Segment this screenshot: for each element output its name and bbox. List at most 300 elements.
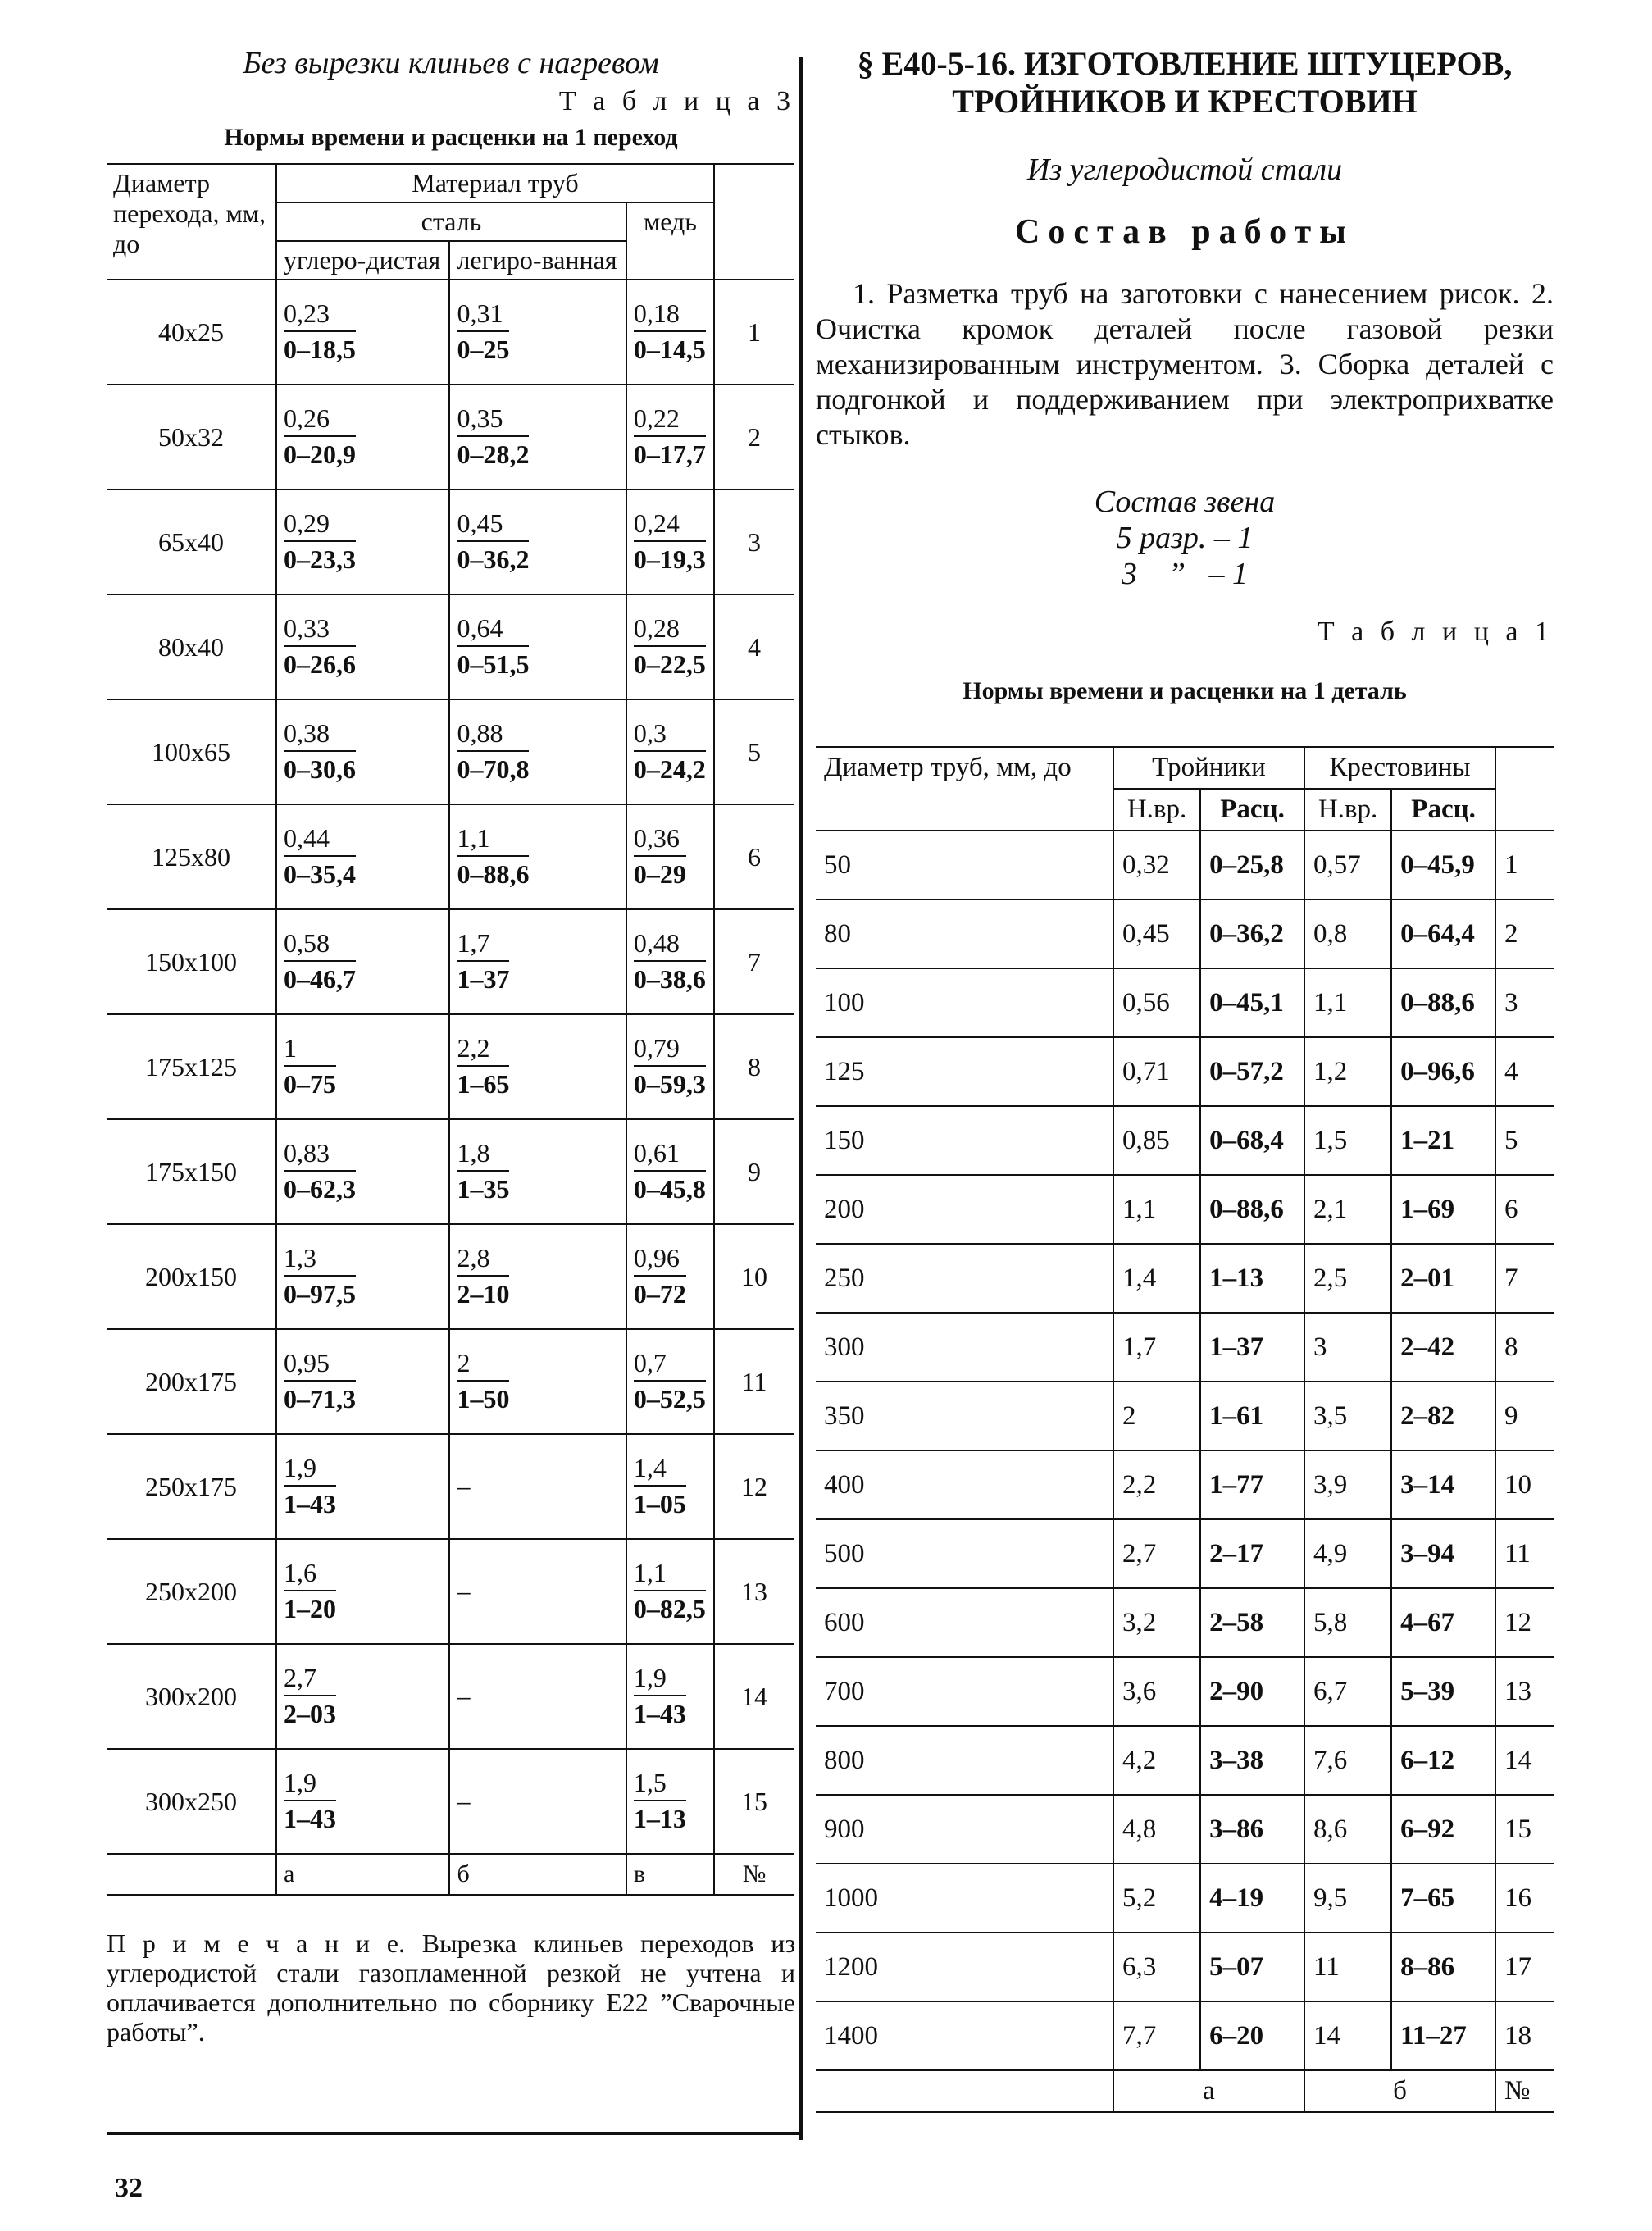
left-table-label: Т а б л и ц а 3 bbox=[558, 86, 795, 116]
cell-diameter: 80 bbox=[816, 899, 1113, 968]
cell-carbon bbox=[276, 1644, 449, 1749]
norm-time: 0,95 bbox=[284, 1349, 356, 1382]
cell-carbon bbox=[276, 1434, 449, 1539]
norm-time: 0,58 bbox=[284, 929, 356, 962]
norm-time: 1,4 bbox=[634, 1454, 686, 1487]
cell-copper bbox=[626, 804, 714, 909]
cell-alloy bbox=[449, 594, 626, 699]
fraction bbox=[284, 299, 356, 363]
cell-diameter: 300x200 bbox=[107, 1644, 276, 1749]
cell-tees-nvr: 2 bbox=[1113, 1382, 1200, 1450]
rate: 1–35 bbox=[457, 1174, 510, 1204]
rate: 0–46,7 bbox=[284, 964, 356, 994]
cell-number: 10 bbox=[714, 1224, 794, 1329]
header-num-blank bbox=[714, 164, 794, 280]
cell-copper bbox=[626, 489, 714, 594]
fraction bbox=[284, 824, 356, 888]
cell-crosses-nvr: 8,6 bbox=[1304, 1795, 1391, 1864]
cell-number: 1 bbox=[714, 280, 794, 385]
material-subtitle: Из углеродистой стали bbox=[1026, 153, 1343, 187]
rate: 1–43 bbox=[284, 1489, 336, 1518]
cell-tees-nvr: 0,56 bbox=[1113, 968, 1200, 1037]
cell-diameter: 50x32 bbox=[107, 385, 276, 489]
rate: 0–20,9 bbox=[284, 439, 356, 469]
norm-time: 1,6 bbox=[284, 1559, 336, 1591]
cell-tees-rasc: 1–77 bbox=[1200, 1450, 1304, 1519]
cell-number: 9 bbox=[1495, 1382, 1554, 1450]
fraction bbox=[634, 509, 706, 573]
cell-tees-nvr: 0,71 bbox=[1113, 1037, 1200, 1106]
fraction bbox=[634, 1769, 686, 1833]
cell-tees-nvr: 7,7 bbox=[1113, 2001, 1200, 2070]
fraction bbox=[284, 509, 356, 573]
cell-carbon bbox=[276, 804, 449, 909]
table-row bbox=[107, 1224, 794, 1329]
cell-crosses-rasc: 0–45,9 bbox=[1391, 831, 1495, 899]
cell-tees-nvr: 4,8 bbox=[1113, 1795, 1200, 1864]
fraction bbox=[634, 404, 706, 468]
rate: 0–14,5 bbox=[633, 335, 706, 364]
note-label: П р и м е ч а н и е. bbox=[107, 1928, 405, 1958]
cell-number: 5 bbox=[1495, 1106, 1554, 1175]
norm-time: 0,35 bbox=[457, 404, 529, 437]
header-diameter: Диаметр перехода, мм, до bbox=[107, 164, 276, 280]
cell-diameter: 1400 bbox=[816, 2001, 1113, 2070]
fraction bbox=[284, 1034, 336, 1098]
cell-tees-rasc: 2–17 bbox=[1200, 1519, 1304, 1588]
table-3 bbox=[107, 163, 794, 1896]
norm-time: 0,44 bbox=[284, 824, 356, 857]
cell-crosses-rasc: 2–42 bbox=[1391, 1313, 1495, 1382]
fraction bbox=[634, 1454, 686, 1518]
fraction bbox=[634, 1349, 706, 1413]
cell-number: 17 bbox=[1495, 1933, 1554, 2001]
cell-crosses-nvr: 2,1 bbox=[1304, 1175, 1391, 1244]
fraction bbox=[457, 1244, 509, 1308]
footer-n: № bbox=[714, 1854, 794, 1895]
fraction bbox=[457, 1139, 509, 1203]
norm-time: 0,26 bbox=[284, 404, 356, 437]
header-num-blank-right bbox=[1495, 747, 1554, 831]
rate: 0–28,2 bbox=[457, 439, 530, 469]
table-row bbox=[107, 1749, 794, 1854]
fraction bbox=[634, 1034, 706, 1098]
table-row bbox=[107, 699, 794, 804]
cell-crosses-rasc: 4–67 bbox=[1391, 1588, 1495, 1657]
norm-time: 0,24 bbox=[634, 509, 706, 542]
cell-crosses-nvr: 1,5 bbox=[1304, 1106, 1391, 1175]
cell-number: 11 bbox=[714, 1329, 794, 1434]
cell-number: 12 bbox=[714, 1434, 794, 1539]
rate: 0–26,6 bbox=[284, 649, 356, 679]
cell-alloy bbox=[449, 909, 626, 1014]
cell-diameter: 500 bbox=[816, 1519, 1113, 1588]
norm-time: 2,7 bbox=[284, 1664, 336, 1696]
cell-copper bbox=[626, 909, 714, 1014]
rate: 2–03 bbox=[284, 1699, 336, 1728]
cell-tees-nvr: 3,2 bbox=[1113, 1588, 1200, 1657]
cell-carbon bbox=[276, 1329, 449, 1434]
table-row bbox=[107, 1644, 794, 1749]
cell-tees-nvr: 3,6 bbox=[1113, 1657, 1200, 1726]
norm-time: 0,96 bbox=[634, 1244, 686, 1277]
table-row bbox=[107, 489, 794, 594]
cell-crosses-rasc: 2–01 bbox=[1391, 1244, 1495, 1313]
rate: 2–10 bbox=[457, 1279, 510, 1309]
crew-block bbox=[816, 484, 1554, 592]
cell-number: 7 bbox=[1495, 1244, 1554, 1313]
cell-copper bbox=[626, 1644, 714, 1749]
cell-diameter: 700 bbox=[816, 1657, 1113, 1726]
right-table-label: Т а б л и ц а 1 bbox=[1317, 617, 1554, 647]
crew-title: Состав звена bbox=[1094, 485, 1276, 519]
cell-tees-nvr: 0,32 bbox=[1113, 831, 1200, 899]
cell-crosses-nvr: 2,5 bbox=[1304, 1244, 1391, 1313]
table-row bbox=[816, 1175, 1554, 1244]
cell-number: 1 bbox=[1495, 831, 1554, 899]
norm-time: – bbox=[457, 1785, 471, 1815]
table-row bbox=[816, 1106, 1554, 1175]
cell-diameter: 300 bbox=[816, 1313, 1113, 1382]
cell-number: 2 bbox=[714, 385, 794, 489]
cell-crosses-rasc: 3–94 bbox=[1391, 1519, 1495, 1588]
fraction bbox=[634, 929, 706, 993]
table-row bbox=[107, 1539, 794, 1644]
header-material: Материал труб bbox=[276, 164, 714, 203]
cell-number: 8 bbox=[714, 1014, 794, 1119]
fraction bbox=[284, 929, 356, 993]
cell-carbon bbox=[276, 489, 449, 594]
cell-diameter: 1000 bbox=[816, 1864, 1113, 1933]
fraction bbox=[284, 1559, 336, 1623]
norm-time: 1,9 bbox=[634, 1664, 686, 1696]
cell-number: 12 bbox=[1495, 1588, 1554, 1657]
cell-crosses-nvr: 5,8 bbox=[1304, 1588, 1391, 1657]
cell-tees-nvr: 6,3 bbox=[1113, 1933, 1200, 2001]
cell-tees-rasc: 0–57,2 bbox=[1200, 1037, 1304, 1106]
cell-number: 13 bbox=[714, 1539, 794, 1644]
cell-diameter: 150x100 bbox=[107, 909, 276, 1014]
table-row bbox=[816, 1519, 1554, 1588]
norm-time: 0,23 bbox=[284, 299, 356, 332]
cell-copper bbox=[626, 385, 714, 489]
table-row bbox=[107, 1014, 794, 1119]
cell-alloy bbox=[449, 804, 626, 909]
table-row bbox=[816, 1450, 1554, 1519]
norm-time: 0,28 bbox=[634, 614, 706, 647]
rate: 1–50 bbox=[457, 1384, 510, 1414]
cell-tees-rasc: 3–86 bbox=[1200, 1795, 1304, 1864]
table-row bbox=[107, 385, 794, 489]
cell-tees-rasc: 1–61 bbox=[1200, 1382, 1304, 1450]
cell-crosses-nvr: 3,5 bbox=[1304, 1382, 1391, 1450]
cell-diameter: 125x80 bbox=[107, 804, 276, 909]
cell-crosses-rasc: 11–27 bbox=[1391, 2001, 1495, 2070]
rate: 0–23,3 bbox=[284, 544, 356, 574]
rate: 0–59,3 bbox=[633, 1069, 706, 1099]
t1-footer-n: № bbox=[1495, 2070, 1554, 2112]
fraction bbox=[457, 1577, 470, 1608]
table-row bbox=[816, 968, 1554, 1037]
left-table-caption: Нормы времени и расценки на 1 переход bbox=[224, 124, 678, 151]
cell-alloy bbox=[449, 699, 626, 804]
cell-tees-nvr: 2,7 bbox=[1113, 1519, 1200, 1588]
header-steel: сталь bbox=[276, 203, 626, 241]
norm-time: 1,1 bbox=[457, 824, 529, 857]
rate: 1–65 bbox=[457, 1069, 510, 1099]
cell-alloy bbox=[449, 489, 626, 594]
rate: 0–97,5 bbox=[284, 1279, 356, 1309]
cell-crosses-rasc: 6–12 bbox=[1391, 1726, 1495, 1795]
fraction bbox=[457, 1472, 470, 1503]
header-crosses-rasc: Расц. bbox=[1391, 789, 1495, 831]
cell-crosses-nvr: 4,9 bbox=[1304, 1519, 1391, 1588]
table-1 bbox=[816, 746, 1554, 2113]
table-row bbox=[107, 909, 794, 1014]
cell-crosses-rasc: 1–21 bbox=[1391, 1106, 1495, 1175]
norm-time: 1,3 bbox=[284, 1244, 356, 1277]
rate: 0–30,6 bbox=[284, 754, 356, 784]
fraction bbox=[457, 1034, 509, 1098]
cell-crosses-rasc: 2–82 bbox=[1391, 1382, 1495, 1450]
cell-copper bbox=[626, 594, 714, 699]
cell-diameter: 300x250 bbox=[107, 1749, 276, 1854]
cell-tees-rasc: 5–07 bbox=[1200, 1933, 1304, 2001]
cell-number: 16 bbox=[1495, 1864, 1554, 1933]
norm-time: 0,18 bbox=[634, 299, 706, 332]
fraction bbox=[634, 299, 706, 363]
cell-crosses-nvr: 3 bbox=[1304, 1313, 1391, 1382]
rate: 0–52,5 bbox=[633, 1384, 706, 1414]
header-copper: медь bbox=[626, 203, 714, 280]
cell-diameter: 175x150 bbox=[107, 1119, 276, 1224]
cell-number: 15 bbox=[1495, 1795, 1554, 1864]
table-row bbox=[107, 1434, 794, 1539]
table-row bbox=[816, 1795, 1554, 1864]
rate: 0–38,6 bbox=[633, 964, 706, 994]
cell-alloy bbox=[449, 1224, 626, 1329]
header-alloy: легиро-ванная bbox=[449, 241, 626, 280]
work-title: Состав работы bbox=[1015, 213, 1354, 251]
cell-tees-nvr: 1,7 bbox=[1113, 1313, 1200, 1382]
cell-copper bbox=[626, 1329, 714, 1434]
rate: 0–17,7 bbox=[633, 439, 706, 469]
norm-time: 2 bbox=[457, 1349, 509, 1382]
cell-tees-rasc: 2–58 bbox=[1200, 1588, 1304, 1657]
fraction bbox=[457, 614, 529, 678]
rate: 1–20 bbox=[284, 1594, 336, 1623]
fraction bbox=[284, 614, 356, 678]
norm-time: 0,3 bbox=[634, 719, 706, 752]
rate: 0–22,5 bbox=[633, 649, 706, 679]
fraction bbox=[457, 1349, 509, 1413]
cell-tees-rasc: 1–37 bbox=[1200, 1313, 1304, 1382]
cell-number: 11 bbox=[1495, 1519, 1554, 1588]
cell-tees-nvr: 2,2 bbox=[1113, 1450, 1200, 1519]
cell-carbon bbox=[276, 909, 449, 1014]
bottom-rule bbox=[107, 2132, 803, 2135]
norm-time: 0,7 bbox=[634, 1349, 706, 1382]
table-row bbox=[816, 831, 1554, 899]
footer-b: б bbox=[449, 1854, 626, 1895]
rate: 0–29 bbox=[633, 859, 686, 889]
norm-time: 0,29 bbox=[284, 509, 356, 542]
cell-tees-nvr: 4,2 bbox=[1113, 1726, 1200, 1795]
fraction bbox=[457, 1682, 470, 1713]
cell-number: 5 bbox=[714, 699, 794, 804]
t1-footer-b: б bbox=[1304, 2070, 1495, 2112]
cell-number: 3 bbox=[1495, 968, 1554, 1037]
table-row bbox=[816, 1864, 1554, 1933]
cell-diameter: 200x175 bbox=[107, 1329, 276, 1434]
cell-tees-nvr: 0,85 bbox=[1113, 1106, 1200, 1175]
cell-diameter: 100 bbox=[816, 968, 1113, 1037]
cell-number: 6 bbox=[714, 804, 794, 909]
cell-diameter: 400 bbox=[816, 1450, 1113, 1519]
norm-time: 0,79 bbox=[634, 1034, 706, 1067]
table-row bbox=[816, 1313, 1554, 1382]
fraction bbox=[457, 299, 509, 363]
cell-crosses-rasc: 0–64,4 bbox=[1391, 899, 1495, 968]
cell-number: 14 bbox=[714, 1644, 794, 1749]
fraction bbox=[634, 1559, 706, 1623]
cell-tees-rasc: 3–38 bbox=[1200, 1726, 1304, 1795]
footer-a: а bbox=[276, 1854, 449, 1895]
cell-number: 7 bbox=[714, 909, 794, 1014]
rate: 1–37 bbox=[457, 964, 510, 994]
table-row bbox=[816, 1657, 1554, 1726]
cell-alloy bbox=[449, 1644, 626, 1749]
t1-footer-a: а bbox=[1113, 2070, 1304, 2112]
rate: 0–45,8 bbox=[633, 1174, 706, 1204]
page-number: 32 bbox=[115, 2173, 143, 2203]
note bbox=[107, 1928, 795, 2047]
cell-diameter: 125 bbox=[816, 1037, 1113, 1106]
cell-crosses-rasc: 5–39 bbox=[1391, 1657, 1495, 1726]
cell-diameter: 40x25 bbox=[107, 280, 276, 385]
cell-carbon bbox=[276, 280, 449, 385]
left-subtitle: Без вырезки клиньев с нагревом bbox=[243, 46, 659, 80]
cell-number: 6 bbox=[1495, 1175, 1554, 1244]
cell-diameter: 175x125 bbox=[107, 1014, 276, 1119]
right-table-caption: Нормы времени и расценки на 1 деталь bbox=[963, 677, 1407, 704]
cell-number: 4 bbox=[714, 594, 794, 699]
cell-alloy bbox=[449, 1749, 626, 1854]
work-text: 1. Разметка труб на заготовки с нанесением рисок. 2. Очистка кромок деталей после газовой резки механизированным инструментом. 3. Сборка деталей с подгонкой и поддерживанием при электроприхватке стыков. bbox=[816, 277, 1554, 451]
norm-time: – bbox=[457, 1575, 471, 1605]
norm-time: – bbox=[457, 1470, 471, 1500]
fraction bbox=[634, 719, 706, 783]
cell-alloy bbox=[449, 385, 626, 489]
rate: 1–43 bbox=[284, 1804, 336, 1833]
rate: 0–51,5 bbox=[457, 649, 530, 679]
cell-carbon bbox=[276, 594, 449, 699]
cell-diameter: 600 bbox=[816, 1588, 1113, 1657]
cell-crosses-rasc: 3–14 bbox=[1391, 1450, 1495, 1519]
cell-carbon bbox=[276, 1014, 449, 1119]
header-tees-rasc: Расц. bbox=[1200, 789, 1304, 831]
cell-tees-nvr: 1,1 bbox=[1113, 1175, 1200, 1244]
cell-tees-rasc: 0–68,4 bbox=[1200, 1106, 1304, 1175]
cell-crosses-nvr: 11 bbox=[1304, 1933, 1391, 2001]
cell-crosses-nvr: 1,1 bbox=[1304, 968, 1391, 1037]
rate: 0–62,3 bbox=[284, 1174, 356, 1204]
cell-tees-rasc: 0–36,2 bbox=[1200, 899, 1304, 968]
norm-time: 0,38 bbox=[284, 719, 356, 752]
table-row bbox=[107, 1329, 794, 1434]
cell-number: 2 bbox=[1495, 899, 1554, 968]
cell-copper bbox=[626, 1224, 714, 1329]
fraction bbox=[457, 404, 529, 468]
header-tees-nvr: Н.вр. bbox=[1113, 789, 1200, 831]
cell-diameter: 350 bbox=[816, 1382, 1113, 1450]
norm-time: 1,9 bbox=[284, 1769, 336, 1801]
rate: 0–88,6 bbox=[457, 859, 530, 889]
table-row bbox=[107, 280, 794, 385]
cell-crosses-rasc: 7–65 bbox=[1391, 1864, 1495, 1933]
norm-time: 0,31 bbox=[457, 299, 509, 332]
norm-time: 0,61 bbox=[634, 1139, 706, 1172]
rate: 0–72 bbox=[633, 1279, 686, 1309]
header-crosses: Крестовины bbox=[1304, 747, 1495, 789]
cell-carbon bbox=[276, 1119, 449, 1224]
note-text: Вырезка клиньев переходов из углеродистой стали газопламенной резкой не учтена и оплачивается дополнительно по сборнику Е22 ”Сварочные работы”. bbox=[107, 1928, 796, 2047]
cell-crosses-nvr: 0,57 bbox=[1304, 831, 1391, 899]
norm-time: 0,36 bbox=[634, 824, 686, 857]
cell-copper bbox=[626, 1539, 714, 1644]
cell-alloy bbox=[449, 1539, 626, 1644]
cell-tees-rasc: 2–90 bbox=[1200, 1657, 1304, 1726]
cell-diameter: 80x40 bbox=[107, 594, 276, 699]
cell-number: 15 bbox=[714, 1749, 794, 1854]
norm-time: – bbox=[457, 1680, 471, 1710]
fraction bbox=[284, 1244, 356, 1308]
cell-diameter: 150 bbox=[816, 1106, 1113, 1175]
cell-diameter: 250x200 bbox=[107, 1539, 276, 1644]
table-row bbox=[816, 1037, 1554, 1106]
cell-diameter: 200x150 bbox=[107, 1224, 276, 1329]
cell-tees-rasc: 0–45,1 bbox=[1200, 968, 1304, 1037]
norm-time: 1,1 bbox=[634, 1559, 706, 1591]
norm-time: 2,2 bbox=[457, 1034, 509, 1067]
crew-line-1: 5 разр. – 1 bbox=[1116, 521, 1254, 555]
cell-carbon bbox=[276, 385, 449, 489]
norm-time: 0,83 bbox=[284, 1139, 356, 1172]
fraction bbox=[284, 719, 356, 783]
cell-carbon bbox=[276, 1749, 449, 1854]
table-row bbox=[816, 1933, 1554, 2001]
cell-copper bbox=[626, 1749, 714, 1854]
fraction bbox=[457, 824, 529, 888]
cell-number: 10 bbox=[1495, 1450, 1554, 1519]
fraction bbox=[634, 1139, 706, 1203]
column-divider bbox=[799, 57, 803, 2140]
cell-diameter: 250x175 bbox=[107, 1434, 276, 1539]
cell-tees-nvr: 5,2 bbox=[1113, 1864, 1200, 1933]
cell-alloy bbox=[449, 280, 626, 385]
rate: 1–13 bbox=[633, 1804, 686, 1833]
norm-time: 0,33 bbox=[284, 614, 356, 647]
cell-crosses-nvr: 0,8 bbox=[1304, 899, 1391, 968]
table-row bbox=[816, 899, 1554, 968]
header-tees: Тройники bbox=[1113, 747, 1304, 789]
rate: 0–71,3 bbox=[284, 1384, 356, 1414]
cell-diameter: 800 bbox=[816, 1726, 1113, 1795]
fraction bbox=[284, 1139, 356, 1203]
cell-copper bbox=[626, 699, 714, 804]
cell-carbon bbox=[276, 1539, 449, 1644]
norm-time: 1,7 bbox=[457, 929, 509, 962]
